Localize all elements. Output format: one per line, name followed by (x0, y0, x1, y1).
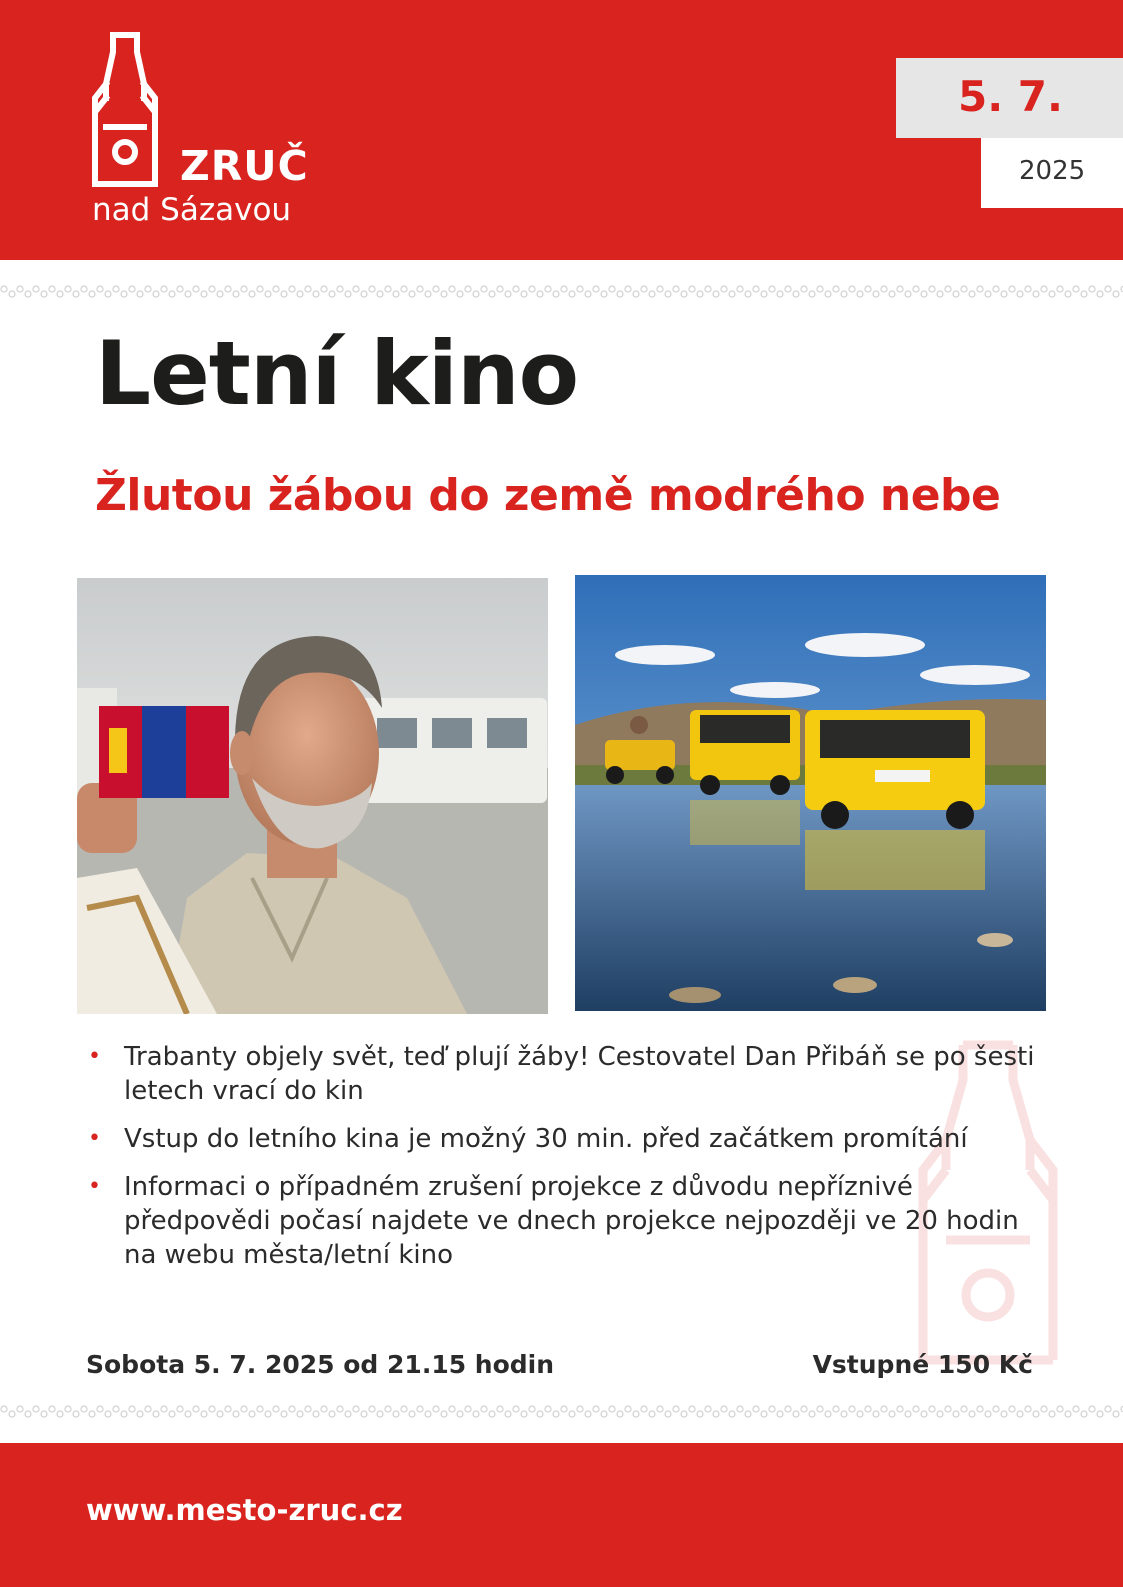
info-bullet-list (86, 1040, 1046, 1286)
year-badge (981, 138, 1123, 208)
bullet-dot-icon: • (88, 1126, 101, 1151)
bullet-dot-icon: • (88, 1174, 101, 1199)
admission-price: Vstupné 150 Kč (812, 1350, 1033, 1379)
photo-yellow-vehicles (575, 575, 1046, 1011)
website-link[interactable]: www.mesto-zruc.cz (86, 1493, 403, 1527)
bullet-text: Trabanty objely svět, teď plují žáby! Cestovatel Dan Přibáň se po šesti letech vrací do kin (124, 1042, 1035, 1106)
bullet-text: Informaci o případném zrušení projekce z důvodu nepříznivé předpovědi počasí najdete ve dnech projekce nejpozději ve 20 hodin na webu města/letní kino (124, 1172, 1019, 1270)
event-day: 5. 7. (958, 72, 1063, 121)
header-banner (0, 0, 1123, 260)
list-item (86, 1040, 1046, 1108)
decorative-dot-strip-top (0, 283, 1123, 301)
page-title: Letní kino (95, 322, 579, 425)
list-item (86, 1170, 1046, 1272)
town-logo[interactable] (92, 32, 332, 232)
bullet-text: Vstup do letního kina je možný 30 min. před začátkem promítání (124, 1124, 968, 1154)
event-datetime: Sobota 5. 7. 2025 od 21.15 hodin (86, 1350, 555, 1379)
date-badge (896, 58, 1123, 138)
bullet-dot-icon: • (88, 1044, 101, 1069)
footer-banner (0, 1443, 1123, 1587)
castle-tower-icon (92, 32, 162, 192)
event-year: 2025 (1019, 156, 1086, 186)
logo-subtitle-text: nad Sázavou (92, 192, 292, 228)
logo-name-text: ZRUČ (180, 142, 309, 190)
decorative-dot-strip-bottom (0, 1403, 1123, 1421)
list-item (86, 1122, 1046, 1156)
film-title: Žlutou žábou do země modrého nebe (95, 470, 1001, 521)
photo-traveler-with-flag (77, 578, 548, 1014)
